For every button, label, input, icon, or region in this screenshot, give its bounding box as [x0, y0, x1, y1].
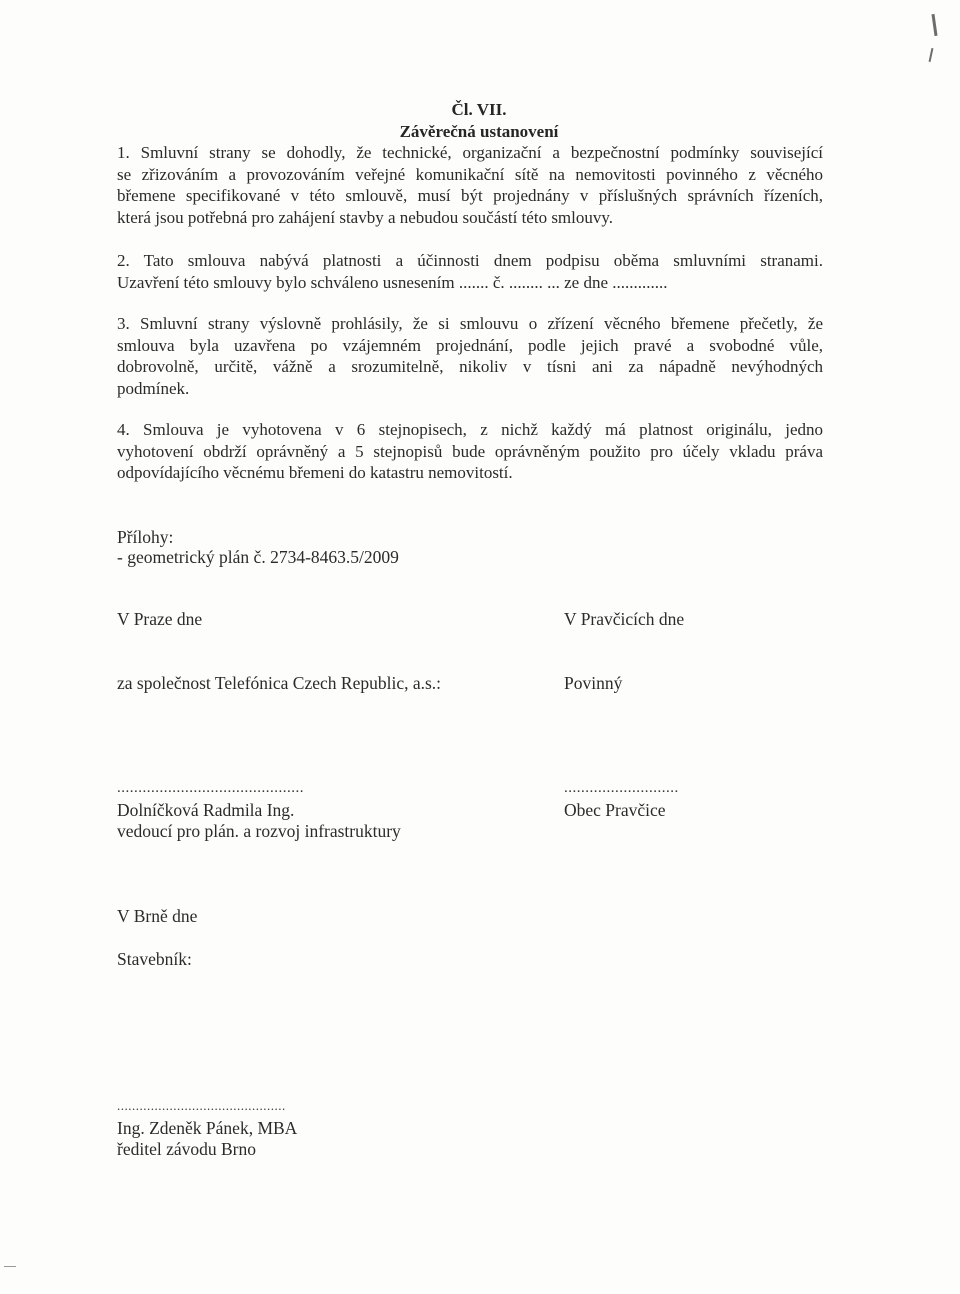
left-signatory-name: Dolníčková Radmila Ing.	[117, 800, 295, 820]
clause-line: podmínek.	[117, 378, 190, 398]
bottom-signature-line: .............................................	[117, 1098, 286, 1113]
clause-line: která jsou potřebná pro zahájení stavby a nebudou součástí této smlouvy.	[117, 207, 614, 227]
clause-1	[117, 142, 823, 228]
bottom-party: Stavebník:	[117, 949, 192, 969]
bottom-signatory-name: Ing. Zdeněk Pánek, MBA	[117, 1118, 298, 1138]
clause-line: vyhotovení obdrží oprávněný a 5 stejnopisů bude oprávněným použito pro účely vkladu práva	[117, 441, 823, 461]
clause-line: 1. Smluvní strany se dohodly, že technické, organizační a bezpečnostní podmínky související	[117, 143, 823, 162]
clause-line: dobrovolně, určitě, vážně a srozumitelně, nikoliv v tísni ani za nápadně nevýhodných	[117, 357, 823, 376]
clause-line: Uzavření této smlouvy bylo schváleno usnesením ....... č. ........ ... ze dne .............	[117, 272, 668, 292]
right-signatory-name: Obec Pravčice	[564, 800, 666, 820]
clause-line: 3. Smluvní strany výslovně prohlásily, že si smlouvu o zřízení věcného břemene přečetly, že	[117, 314, 823, 333]
scan-mark	[4, 1266, 16, 1267]
left-signature-line: ............................................	[117, 780, 304, 796]
left-signatory-role: vedoucí pro plán. a rozvoj infrastruktury	[117, 821, 401, 841]
left-party: za společnost Telefónica Czech Republic, a.s.:	[117, 673, 442, 693]
bottom-signatory-role: ředitel závodu Brno	[117, 1139, 256, 1159]
clause-line: břemene specifikované v této smlouvě, musí být projednány v příslušných správních řízeních,	[117, 186, 823, 205]
left-place: V Praze dne	[117, 609, 203, 629]
right-party: Povinný	[564, 673, 623, 693]
clause-4	[117, 419, 823, 484]
scan-mark	[931, 14, 937, 36]
article-title: Závěrečná ustanovení	[399, 122, 559, 141]
clause-line: odpovídajícího věcnému břemeni do katastru nemovitostí.	[117, 463, 513, 482]
attachment-item: - geometrický plán č. 2734-8463.5/2009	[117, 547, 399, 567]
clause-2	[117, 250, 823, 293]
right-place: V Pravčicích dne	[564, 609, 685, 629]
clause-line: 2. Tato smlouva nabývá platnosti a účinnosti dnem podpisu oběma smluvními stranami.	[117, 251, 823, 270]
scan-mark	[929, 48, 934, 62]
right-signature-line: ...........................	[564, 780, 679, 796]
clause-line: se zřizováním a provozováním veřejné komunikační sítě na nemovitosti povinného z věcného	[117, 164, 823, 184]
bottom-place: V Brně dne	[117, 906, 198, 926]
clause-line: 4. Smlouva je vyhotovena v 6 stejnopisech, z nichž každý má platnost originálu, jedno	[117, 420, 823, 439]
clause-3	[117, 313, 823, 399]
attachments-heading: Přílohy:	[117, 527, 174, 547]
clause-line: smlouva byla uzavřena po vzájemném projednání, podle jejich pravé a svobodné vůle,	[117, 335, 823, 355]
article-number: Čl. VII.	[451, 100, 507, 119]
